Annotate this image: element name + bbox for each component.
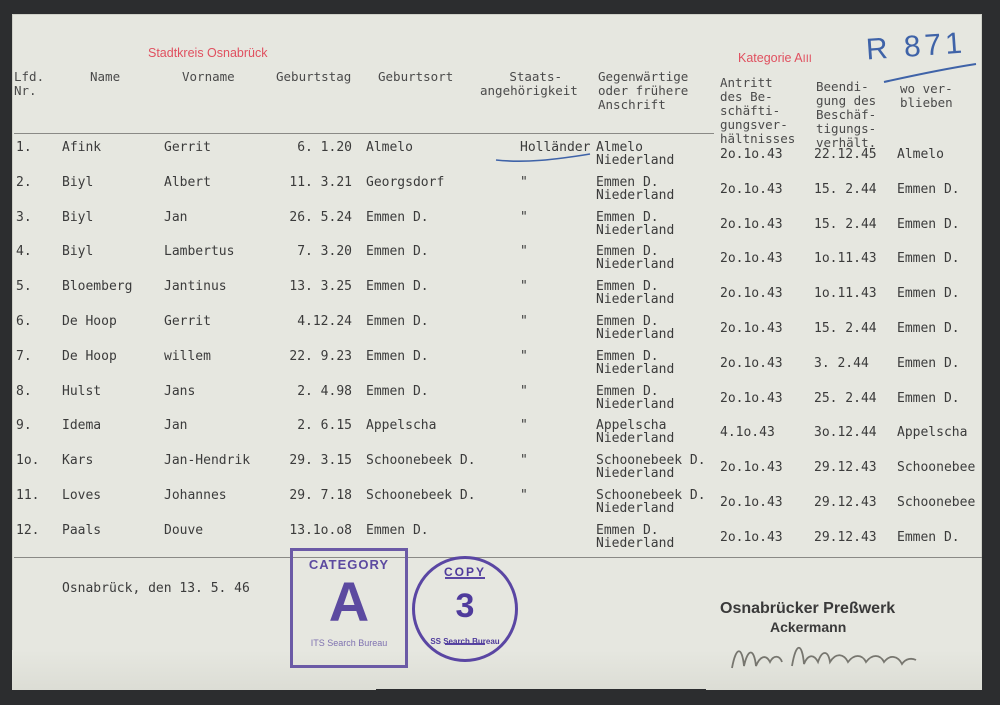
cell-staat: " [520,279,528,294]
cell-anschrift1: Emmen D. [596,210,659,225]
cell-anschrift2: Niederland [596,188,675,203]
cell-name: Biyl [62,210,94,225]
cell-staat: Holländer [520,140,591,155]
cell-antritt: 2o.1o.43 [720,321,783,336]
handwritten-signature [726,632,926,684]
cell-beendigung: 3o.12.44 [814,425,877,440]
cell-verblieben: Emmen D. [897,286,960,301]
cell-nr: 8. [16,384,32,399]
cell-staat: " [520,244,528,259]
cell-verblieben: Appelscha [897,425,968,440]
cell-verblieben: Emmen D. [897,321,960,336]
cell-beendigung: 1o.11.43 [814,286,877,301]
cell-geburtstag: 2. 6.15 [297,418,352,433]
cell-nr: 11. [16,488,40,503]
col-header-geburtsort: Geburtsort [378,69,454,84]
cell-anschrift1: Emmen D. [596,175,659,190]
cell-anschrift2: Niederland [596,292,675,307]
cell-geburtsort: Emmen D. [366,384,429,399]
cell-anschrift1: Emmen D. [596,384,659,399]
place-date: Osnabrück, den 13. 5. 46 [62,581,250,596]
pencil-mark [494,150,594,166]
cell-vorname: Gerrit [164,140,211,155]
cell-antritt: 2o.1o.43 [720,460,783,475]
cell-geburtsort: Schoonebeek D. [366,488,476,503]
cell-name: Idema [62,418,102,433]
cell-beendigung: 29.12.43 [814,495,877,510]
torn-edge [376,689,706,705]
cell-antritt: 2o.1o.43 [720,391,783,406]
cell-verblieben: Emmen D. [897,182,960,197]
cell-anschrift1: Schoonebeek D. [596,488,706,503]
cell-nr: 2. [16,175,32,190]
cell-name: Biyl [62,175,94,190]
col-header-beendigung: Beendi- gung des Beschäf- tigungs- verhält. [816,79,877,150]
cell-verblieben: Emmen D. [897,391,960,406]
cell-staat: " [520,175,528,190]
cell-anschrift2: Niederland [596,501,675,516]
cell-antritt: 2o.1o.43 [720,217,783,232]
copy-stamp [412,556,518,662]
cell-beendigung: 15. 2.44 [814,217,877,232]
col-header-vorname: Vorname [182,69,235,84]
reference-number: R 871 [864,26,968,67]
kategorie-label: Kategorie A [738,51,803,65]
cell-geburtsort: Schoonebeek D. [366,453,476,468]
cell-anschrift1: Emmen D. [596,314,659,329]
cell-vorname: Jan [164,418,188,433]
footer-rule [14,557,982,558]
cell-nr: 5. [16,279,32,294]
cell-antritt: 2o.1o.43 [720,251,783,266]
cell-vorname: Albert [164,175,211,190]
cell-vorname: Gerrit [164,314,211,329]
cell-nr: 6. [16,314,32,329]
cell-antritt: 4.1o.43 [720,425,775,440]
cell-staat: " [520,349,528,364]
cell-antritt: 2o.1o.43 [720,147,783,162]
kategorie-header [738,51,812,65]
cell-name: Bloemberg [62,279,133,294]
category-stamp-footer: ITS Search Bureau [310,638,388,648]
cell-name: De Hoop [62,314,117,329]
cell-antritt: 2o.1o.43 [720,356,783,371]
cell-verblieben: Schoonebee [897,495,976,510]
cell-geburtstag: 22. 9.23 [289,349,352,364]
cell-verblieben: Emmen D. [897,217,960,232]
cell-staat: " [520,314,528,329]
cell-geburtstag: 7. 3.20 [297,244,352,259]
cell-geburtsort: Emmen D. [366,244,429,259]
cell-antritt: 2o.1o.43 [720,530,783,545]
cell-anschrift1: Almelo [596,140,643,155]
col-header-staat: Staats- angehörigkeit [480,69,578,98]
cell-vorname: Jans [164,384,196,399]
cell-staat: " [520,488,528,503]
category-stamp-letter: A [328,570,370,633]
cell-verblieben: Emmen D. [897,251,960,266]
cell-vorname: Jan [164,210,188,225]
cell-geburtsort: Emmen D. [366,523,429,538]
cell-name: Biyl [62,244,94,259]
cell-verblieben: Emmen D. [897,530,960,545]
cell-geburtsort: Emmen D. [366,210,429,225]
category-stamp [290,548,408,668]
copy-stamp-number: 3 [455,587,475,625]
cell-beendigung: 29.12.43 [814,530,877,545]
cell-nr: 3. [16,210,32,225]
cell-geburtstag: 26. 5.24 [289,210,352,225]
cell-name: Paals [62,523,102,538]
cell-geburtstag: 13.1o.o8 [289,523,352,538]
cell-vorname: Jan-Hendrik [164,453,251,468]
cell-geburtsort: Almelo [366,140,413,155]
cell-nr: 1o. [16,453,40,468]
cell-name: Kars [62,453,94,468]
cell-anschrift2: Niederland [596,466,675,481]
copy-stamp-title: COPY [443,565,486,579]
cell-geburtsort: Appelscha [366,418,437,433]
cell-staat: " [520,418,528,433]
cell-vorname: Lambertus [164,244,235,259]
cell-vorname: Johannes [164,488,227,503]
cell-anschrift2: Niederland [596,153,675,168]
cell-vorname: Jantinus [164,279,227,294]
cell-name: De Hoop [62,349,117,364]
cell-geburtstag: 29. 7.18 [289,488,352,503]
cell-staat: " [520,384,528,399]
cell-antritt: 2o.1o.43 [720,495,783,510]
company-name: Osnabrücker Preßwerk [720,600,896,617]
cell-nr: 12. [16,523,40,538]
cell-antritt: 2o.1o.43 [720,182,783,197]
col-header-antritt: Antritt des Be- schäfti- gungsver- hältnisses [720,75,796,146]
cell-geburtsort: Georgsdorf [366,175,445,190]
company-person: Ackermann [770,619,847,635]
cell-anschrift1: Emmen D. [596,279,659,294]
cell-beendigung: 1o.11.43 [814,251,877,266]
cell-geburtsort: Emmen D. [366,314,429,329]
copy-stamp-footer: SS Search Bureau [430,637,500,646]
cell-anschrift1: Schoonebeek D. [596,453,706,468]
cell-nr: 9. [16,418,32,433]
kategorie-suffix: III [802,53,812,65]
cell-nr: 1. [16,140,32,155]
cell-geburtstag: 11. 3.21 [289,175,352,190]
cell-staat: " [520,453,528,468]
header-rule [14,133,714,134]
cell-nr: 7. [16,349,32,364]
cell-beendigung: 15. 2.44 [814,321,877,336]
cell-anschrift1: Appelscha [596,418,667,433]
cell-verblieben: Emmen D. [897,356,960,371]
cell-verblieben: Schoonebee [897,460,976,475]
col-header-geburtstag: Geburtstag [276,69,352,84]
cell-name: Loves [62,488,102,503]
cell-nr: 4. [16,244,32,259]
cell-beendigung: 29.12.43 [814,460,877,475]
cell-name: Afink [62,140,102,155]
cell-beendigung: 3. 2.44 [814,356,869,371]
cell-anschrift2: Niederland [596,362,675,377]
stadtkreis-header: Stadtkreis Osnabrück [148,46,268,60]
cell-geburtstag: 13. 3.25 [289,279,352,294]
cell-anschrift2: Niederland [596,327,675,342]
col-header-nr: Lfd. Nr. [14,69,45,98]
cell-staat: " [520,210,528,225]
cell-geburtsort: Emmen D. [366,349,429,364]
cell-antritt: 2o.1o.43 [720,286,783,301]
cell-anschrift2: Niederland [596,223,675,238]
cell-beendigung: 22.12.45 [814,147,877,162]
category-stamp-title: CATEGORY [308,557,390,572]
cell-anschrift1: Emmen D. [596,349,659,364]
col-header-verblieben: wo ver- blieben [900,81,953,110]
cell-beendigung: 25. 2.44 [814,391,877,406]
cell-anschrift2: Niederland [596,536,675,551]
cell-vorname: willem [164,349,211,364]
cell-anschrift2: Niederland [596,257,675,272]
cell-anschrift2: Niederland [596,431,675,446]
cell-geburtstag: 4.12.24 [297,314,352,329]
col-header-name: Name [90,69,121,84]
cell-geburtsort: Emmen D. [366,279,429,294]
cell-vorname: Douve [164,523,204,538]
cell-name: Hulst [62,384,102,399]
cell-geburtstag: 29. 3.15 [289,453,352,468]
cell-anschrift1: Emmen D. [596,244,659,259]
cell-beendigung: 15. 2.44 [814,182,877,197]
cell-geburtstag: 2. 4.98 [297,384,352,399]
col-header-anschrift: Gegenwärtige oder frühere Anschrift [598,69,689,112]
cell-geburtstag: 6. 1.20 [297,140,352,155]
cell-anschrift1: Emmen D. [596,523,659,538]
cell-anschrift2: Niederland [596,397,675,412]
cell-verblieben: Almelo [897,147,944,162]
